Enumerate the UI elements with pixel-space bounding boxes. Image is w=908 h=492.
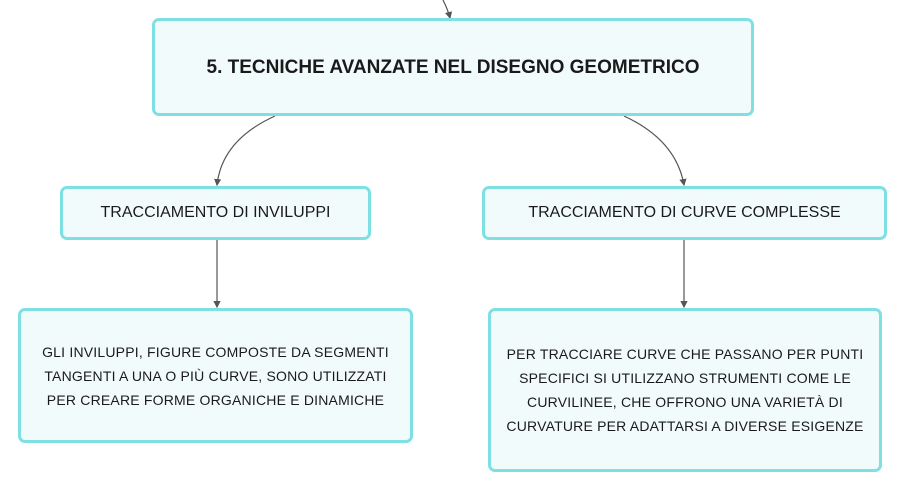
central-topic-node[interactable] — [152, 18, 754, 116]
connector-parent-to-title — [443, 0, 450, 18]
connector-title-to-left-branch — [217, 116, 275, 185]
left-branch-node[interactable] — [60, 186, 371, 240]
central-topic-title: 5. TECNICHE AVANZATE NEL DISEGNO GEOMETRICO — [206, 56, 700, 78]
connector-title-to-right-branch — [624, 116, 684, 185]
right-detail-node[interactable] — [488, 308, 882, 472]
right-branch-node[interactable] — [482, 186, 887, 240]
left-branch-label: TRACCIAMENTO DI INVILUPPI — [100, 204, 331, 221]
left-detail-node[interactable] — [18, 308, 413, 443]
right-detail-text: PER TRACCIARE CURVE CHE PASSANO PER PUNTI SPECIFICI SI UTILIZZANO STRUMENTI COME LE CURVILINEE, CHE OFFRONO UNA VARIETÀ DI CURVATURE PER ADATTARSI A DIVERSE ESIGENZE — [506, 346, 864, 434]
left-detail-text: GLI INVILUPPI, FIGURE COMPOSTE DA SEGMENTI TANGENTI A UNA O PIÙ CURVE, SONO UTILIZZATI PER CREARE FORME ORGANICHE E DINAMICHE — [42, 343, 389, 408]
right-branch-label: TRACCIAMENTO DI CURVE COMPLESSE — [528, 204, 841, 221]
